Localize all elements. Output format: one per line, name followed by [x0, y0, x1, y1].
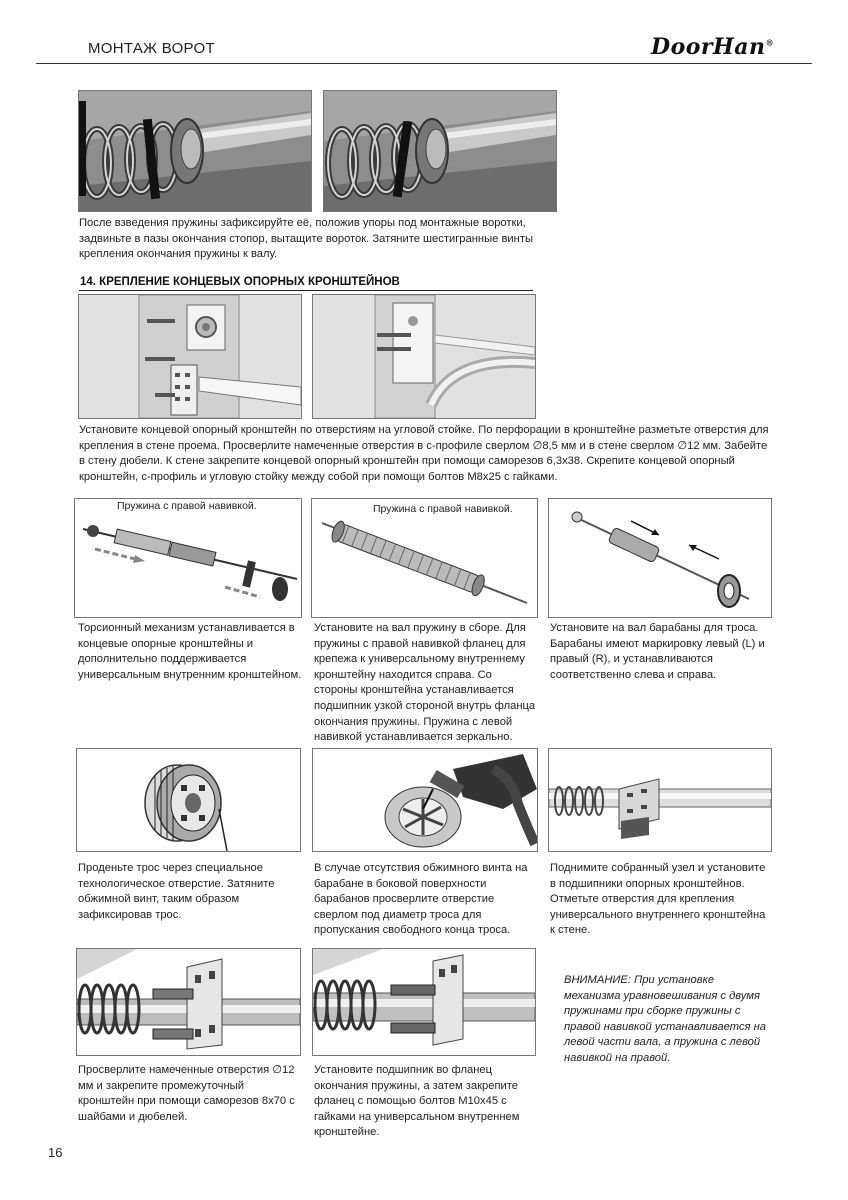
row2-right-text: Поднимите собранный узел и установите в подшипники опорных кронштейнов. Отметьте отверстия для крепления универсального внутреннего кронштейна к стене.	[550, 862, 766, 937]
row2-mid-text: В случае отсутствия обжимного винта на барабане в боковой поверхности барабанов просверлите отверстие сверлом под диаметр троса для пропускания свободного конца троса.	[314, 862, 528, 937]
label-right-wound-spring-2: Пружина с правой навивкой.	[373, 503, 513, 515]
header-divider	[36, 63, 812, 64]
photo-drilling-drum	[312, 748, 538, 852]
diagram-spring-on-shaft	[311, 498, 538, 618]
label-right-wound-spring-1: Пружина с правой навивкой.	[117, 500, 257, 512]
row2-left-text: Проденьте трос через специальное технологическое отверстие. Затяните обжимной винт, таким образом зафиксировав трос.	[78, 862, 275, 921]
heading-rule	[79, 290, 533, 291]
photo-spring-fixed-1	[78, 90, 312, 212]
row3-left-text: Просверлите намеченные отверстия ∅12 мм и закрепите промежуточный кронштейн при помощи саморезов 8х70 с шайбами и дюбелей.	[78, 1064, 295, 1123]
photo-assembled-unit	[548, 748, 772, 852]
page-number: 16	[48, 1145, 63, 1160]
photo-bearing-flange	[312, 948, 536, 1056]
step13-text: После взведения пружины зафиксируйте её, положив упоры под монтажные воротки, задвиньте в пазы окончания стопор, вытащите вороток. Затяните шестигранные винты крепления окончания пружины к валу.	[79, 217, 534, 261]
section-title: МОНТАЖ ВОРОТ	[88, 40, 215, 57]
photo-end-bracket-2	[312, 294, 536, 419]
photo-drum-cable	[76, 748, 301, 852]
row1-right-text: Установите на вал барабаны для троса. Барабаны имеют маркировку левый (L) и правый (R), и устанавливаются соответственно слева и справа.	[550, 622, 765, 681]
step14-heading: 14. КРЕПЛЕНИЕ КОНЦЕВЫХ ОПОРНЫХ КРОНШТЕЙНОВ	[80, 276, 400, 288]
warning-note: ВНИМАНИЕ: При установке механизма уравновешивания с двумя пружинами при сборке пружины с правой навивкой устанавливается на левой части вала, а пружина с левой навивкой на правой.	[564, 974, 767, 1064]
photo-intermediate-bracket	[76, 948, 301, 1056]
row1-left-text: Торсионный механизм устанавливается в концевые опорные кронштейны и дополнительно поддерживается универсальным внутренним кронштейном.	[78, 622, 302, 681]
step14-text: Установите концевой опорный кронштейн по отверстиям на угловой стойке. По перфорации в кронштейне разметьте отверстия для крепления в стене проема. Просверлите намеченные отверстия в с-профиле сверлом ∅8,5 мм и в стене сверлом ∅12 мм. Забейте в стену дюбели. К стене закрепите концевой опорный кронштейн при помощи саморезов 6,3х38. Скрепите концевой опорный кронштейн, с-профиль и угловую стойку между собой при помощи болтов М8х25 с гайками.	[79, 424, 769, 483]
row3-mid-text: Установите подшипник во фланец окончания пружины, а затем закрепите фланец с помощью болтов М10х45 с гайками на универсальном внутреннем кронштейне.	[314, 1064, 520, 1139]
brand-logo: DoorHan®	[651, 34, 775, 60]
photo-spring-fixed-2	[323, 90, 557, 212]
row1-mid-text: Установите на вал пружину в сборе. Для пружины с правой навивкой фланец для крепежа к универсальному внутреннему кронштейну находится справа. Со стороны кронштейна устанавливается подшипник узкой стороной внутрь фланца окончания пружины. Пружина с левой навивкой устанавливается зеркально.	[314, 622, 536, 744]
diagram-cable-drums	[548, 498, 772, 618]
diagram-torsion-mechanism	[74, 498, 302, 618]
photo-end-bracket-1	[78, 294, 302, 419]
